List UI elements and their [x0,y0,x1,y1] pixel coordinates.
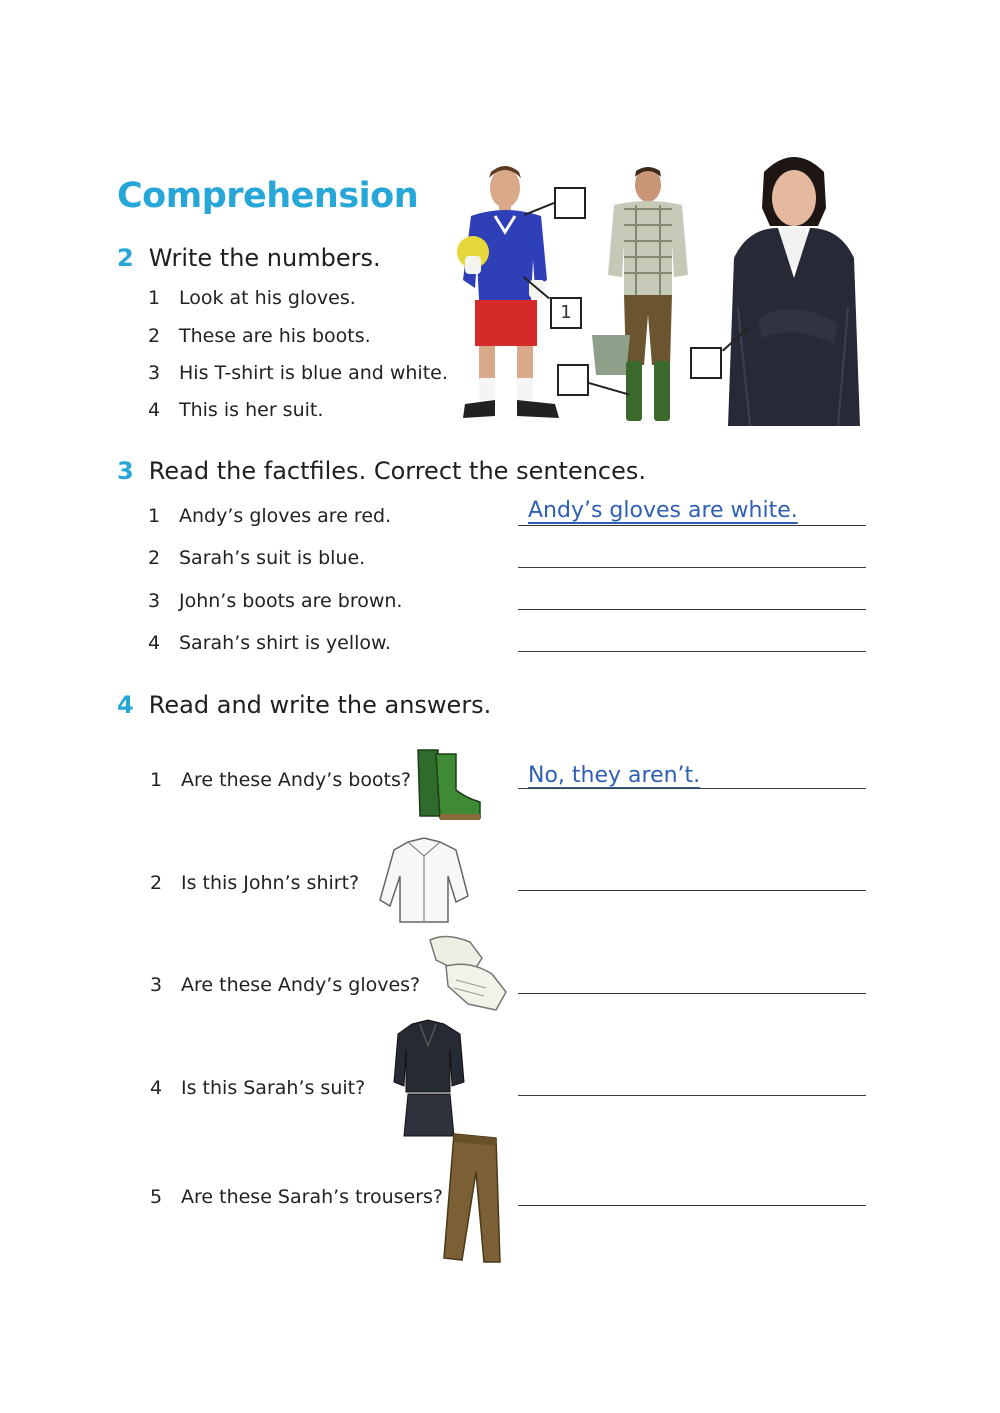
shirt-icon [378,836,470,926]
exercise-4-heading [117,691,491,719]
list-item: 2 Sarah’s suit is blue. [148,547,366,569]
gloves-icon [426,930,510,1014]
answer-line[interactable] [518,609,866,610]
answer-line[interactable] [518,525,866,526]
answer-line[interactable] [518,890,866,891]
list-item: 4 This is her suit. [148,399,324,421]
page-title: Comprehension [117,176,419,216]
footballer-photo [455,160,565,425]
answer-box[interactable] [554,187,586,219]
question-item: 3 Are these Andy’s gloves? [150,974,421,996]
businesswoman-photo [728,148,860,426]
list-item: 3 John’s boots are brown. [148,590,403,612]
exercise-number: 4 [117,691,134,719]
exercise-title: Read and write the answers. [148,691,492,719]
answer-line[interactable] [518,788,866,789]
list-item: 1 Look at his gloves. [148,287,356,309]
handwritten-answer[interactable]: No, they aren’t. [528,763,701,788]
question-item: 5 Are these Sarah’s trousers? [150,1186,444,1208]
answer-box[interactable] [557,364,589,396]
trousers-icon [440,1132,504,1266]
list-item: 3 His T-shirt is blue and white. [148,362,448,384]
exercise-number: 2 [117,244,134,272]
exercise-title: Write the numbers. [148,244,381,272]
handwritten-answer[interactable]: Andy’s gloves are white. [528,498,798,523]
answer-box[interactable] [690,347,722,379]
answer-box[interactable]: 1 [550,297,582,329]
question-item: 4 Is this Sarah’s suit? [150,1077,366,1099]
suit-icon [392,1020,466,1138]
answer-line[interactable] [518,1205,866,1206]
answer-line[interactable] [518,1095,866,1096]
answer-line[interactable] [518,651,866,652]
answer-line[interactable] [518,993,866,994]
question-item: 1 Are these Andy’s boots? [150,769,411,791]
answer-line[interactable] [518,567,866,568]
list-item: 1 Andy’s gloves are red. [148,505,392,527]
boots-icon [414,746,484,822]
exercise-2-heading [117,244,381,272]
list-item: 4 Sarah’s shirt is yellow. [148,632,391,654]
exercise-number: 3 [117,457,134,485]
list-item: 2 These are his boots. [148,325,371,347]
exercise-3-heading [117,457,646,485]
exercise-title: Read the factfiles. Correct the sentences. [148,457,647,485]
question-item: 2 Is this John’s shirt? [150,872,360,894]
